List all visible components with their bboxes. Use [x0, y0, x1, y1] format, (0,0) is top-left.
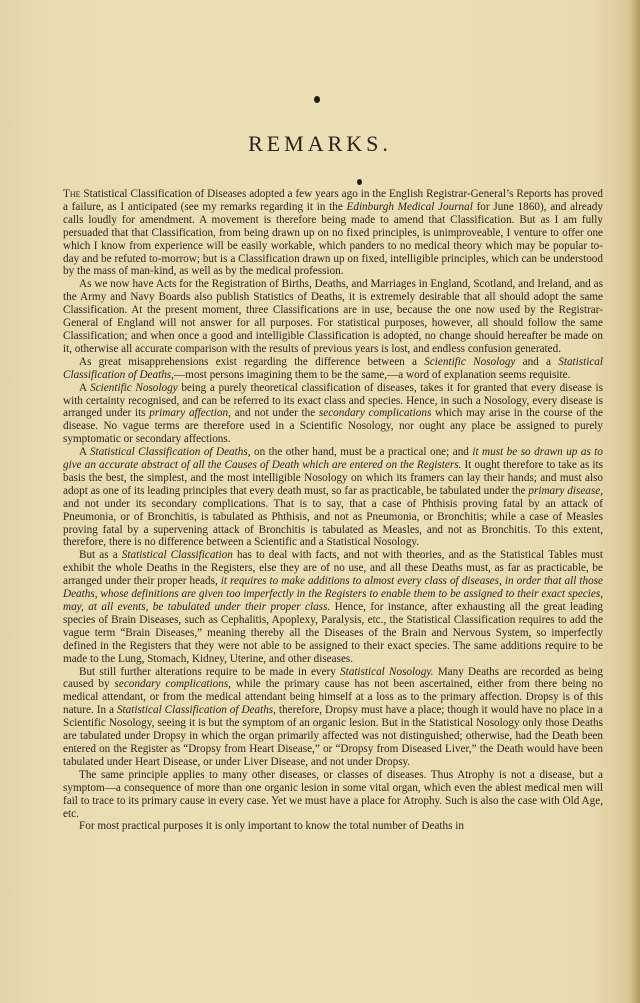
text-run: For most practical purposes it is only important to know the total number of Deaths in — [79, 820, 464, 833]
text-run: But as a — [79, 549, 122, 562]
text-run: and a — [515, 355, 559, 368]
text-run: As we now have Acts for the Registration of Births, Deaths, and Marriages in England, Scotland, and Ireland, and as the Army and Navy Boards also publish Statistics of Deaths, it is extremely desirable that all should adopt the same Classification. At the present moment, three Classifications are in use, because the one now used by the Registrar-General of England will not answer for all purposes. For statistical purposes, however, all should follow the same Classification; and when once a good and intelligible Classification is adopted, no change should hereafter be made on it, otherwise all accurate comparison with the results of previous years is lost, and endless confusion generated. — [63, 278, 603, 355]
text-run: A — [79, 446, 90, 459]
text-run: and not under the — [230, 407, 319, 420]
italic-text: Statistical Classification — [121, 549, 233, 562]
text-run: But still further alterations require to be made in every — [79, 665, 341, 678]
paragraph — [63, 446, 603, 549]
paragraph — [63, 278, 603, 355]
text-run: which may arise in the course of the disease. No vague terms are therefore used in a Scientific Nosology, nor ought any place be assigned to purely symptomatic or secondary affections. — [63, 407, 604, 446]
paragraph — [63, 666, 603, 769]
text-run: As great misapprehensions exist regarding the difference between a — [79, 355, 425, 368]
text-run: therefore, Dropsy must have a place; though it would have no place in a Scientific Nosology, seeing it is but the symptom of an organic lesion. But in the Statistical Nosology only those Deaths are tabulated under Dropsy in which the organ primarily affected was not distinguished; otherwise, had the Death been entered on the Register as “Dropsy from Heart Disease,” or “Dropsy from Diseased Liver,” the Death would have been tabulated under Heart Disease, or under Liver Disease, and not under Dropsy. — [63, 704, 603, 768]
italic-text: primary affection, — [149, 407, 231, 420]
italic-text: it must be so drawn up as to give an accurate abstract of all the Causes of Death which are entered on the Registers. — [63, 446, 604, 472]
italic-text: Statistical Classification of Deaths, — [89, 446, 251, 459]
text-run: has to deal with facts, and not with theories, and as the Statistical Tables must exhibit the whole Deaths in the Registers, else they are of no use, and all these Deaths must, as far as practicable, be arranged under their proper heads, — [63, 549, 603, 588]
text-run: Hence, for instance, after exhausting all the great leading species of Brain Diseases, such as Cephalitis, Apoplexy, Paralysis, etc., the Statistical Classification requires to add the vague term “Brain Diseases,” meaning thereby all the Diseases of the Brain and Nervous System, so imperfectly defined in the Registers that they were not able to be assigned to their exact species. The same additions require to be made to the Lung, Stomach, Kidney, Uterine, and other diseases. — [63, 601, 603, 665]
text-run: —most persons imagining them to be the same,—a word of explanation seems requisite. — [173, 368, 571, 381]
paragraph — [63, 549, 603, 665]
text-run: Statistical Classification of Diseases adopted a few years ago in the English Registrar-General’s Reports has proved a failure, as I anticipated (see my remarks regarding it in the — [63, 188, 603, 213]
italic-text: secondary complications, — [114, 678, 231, 691]
italic-text: Statistical Nosology. — [340, 665, 434, 678]
paragraph — [63, 820, 603, 833]
text-run: A — [79, 381, 91, 394]
italic-text: Statistical Classification of Deaths, — [116, 704, 276, 717]
italic-text: Edinburgh Medical Journal — [346, 200, 473, 213]
page-title: REMARKS. — [248, 130, 392, 156]
italic-text: primary disease, — [528, 484, 604, 497]
text-run: for June 1860), and already calls loudly for amendment. A movement is therefore being made to amend that Classification. But as I am fully persuaded that that Classification, from being drawn up on no fixed principles, is unimproveable, I venture to offer one which I know from experience will be easily workable, which panders to no medical theory which may be popular to-day and be refuted to-morrow; but is a Classification drawn up on fixed, intelligible principles, which can be understood by the mass of man-kind, as well as by the medical profession. — [63, 200, 603, 278]
paragraph — [63, 188, 603, 278]
italic-text: Scientific Nosology — [424, 355, 516, 368]
paragraph — [63, 382, 603, 447]
ink-dot — [357, 179, 362, 185]
ink-dot — [314, 96, 320, 103]
body-text — [63, 188, 603, 833]
text-run: while the primary cause has not been ascertained, either from there being no medical attendant, or from the medical attendant being himself at a loss as to the primary affection. Dropsy is of this nature. In a — [63, 678, 603, 717]
paragraph — [63, 356, 603, 382]
italic-text: Statistical Classification of Deaths, — [63, 355, 603, 381]
paragraph — [63, 769, 603, 821]
text-run: The same principle applies to many other diseases, or classes of diseases. Thus Atrophy is not a disease, but a symptom—a consequence of more than one organic lesion in some vital organ, which even the ablest medical men will fail to trace to its primary cause in every case. Yet we must have a place for Atrophy. Such is also the case with Old Age, etc. — [63, 768, 603, 820]
text-run: on the other hand, must be a practical one; and — [250, 446, 473, 459]
text-run: The — [63, 188, 81, 200]
italic-text: secondary complications — [318, 407, 432, 420]
text-run: and not under its secondary complications. That is to say, that a case of Phthisis proving fatal by an attack of Pneumonia, or of Bronchitis, is tabulated as Phthisis, and not as Pneumonia, or Bronchitis; while a case of Measles proving fatal by a supervening attack of Bronchitis is tabulated as Measles, and not as Bronchitis. To this extent, therefore, there is no difference between a Scientific and a Statistical Nosology. — [63, 497, 603, 549]
italic-text: it requires to make additions to almost every class of diseases, in order that all those Deaths, whose definitions are given too imperfectly in the Registers to enable them to be assigned to their exact species, may, at all events, be tabulated under their proper class. — [63, 575, 603, 613]
italic-text: Scientific Nosology — [90, 381, 178, 394]
text-run: Many Deaths are recorded as being caused by — [63, 665, 603, 691]
text-run: It ought therefore to take as its basis the best, the simplest, and the most intelligible Nosology on which its framers can lay their hands; and must also adopt as one of its leading principles that every death must, so far as practicable, be tabulated under the — [63, 459, 603, 497]
text-run: being a purely theoretical classification of diseases, takes it for granted that every disease is with certainty recognised, and can be referred to its exact class and species. Hence, in such a Nosology, every disease is arranged under its — [63, 381, 604, 420]
